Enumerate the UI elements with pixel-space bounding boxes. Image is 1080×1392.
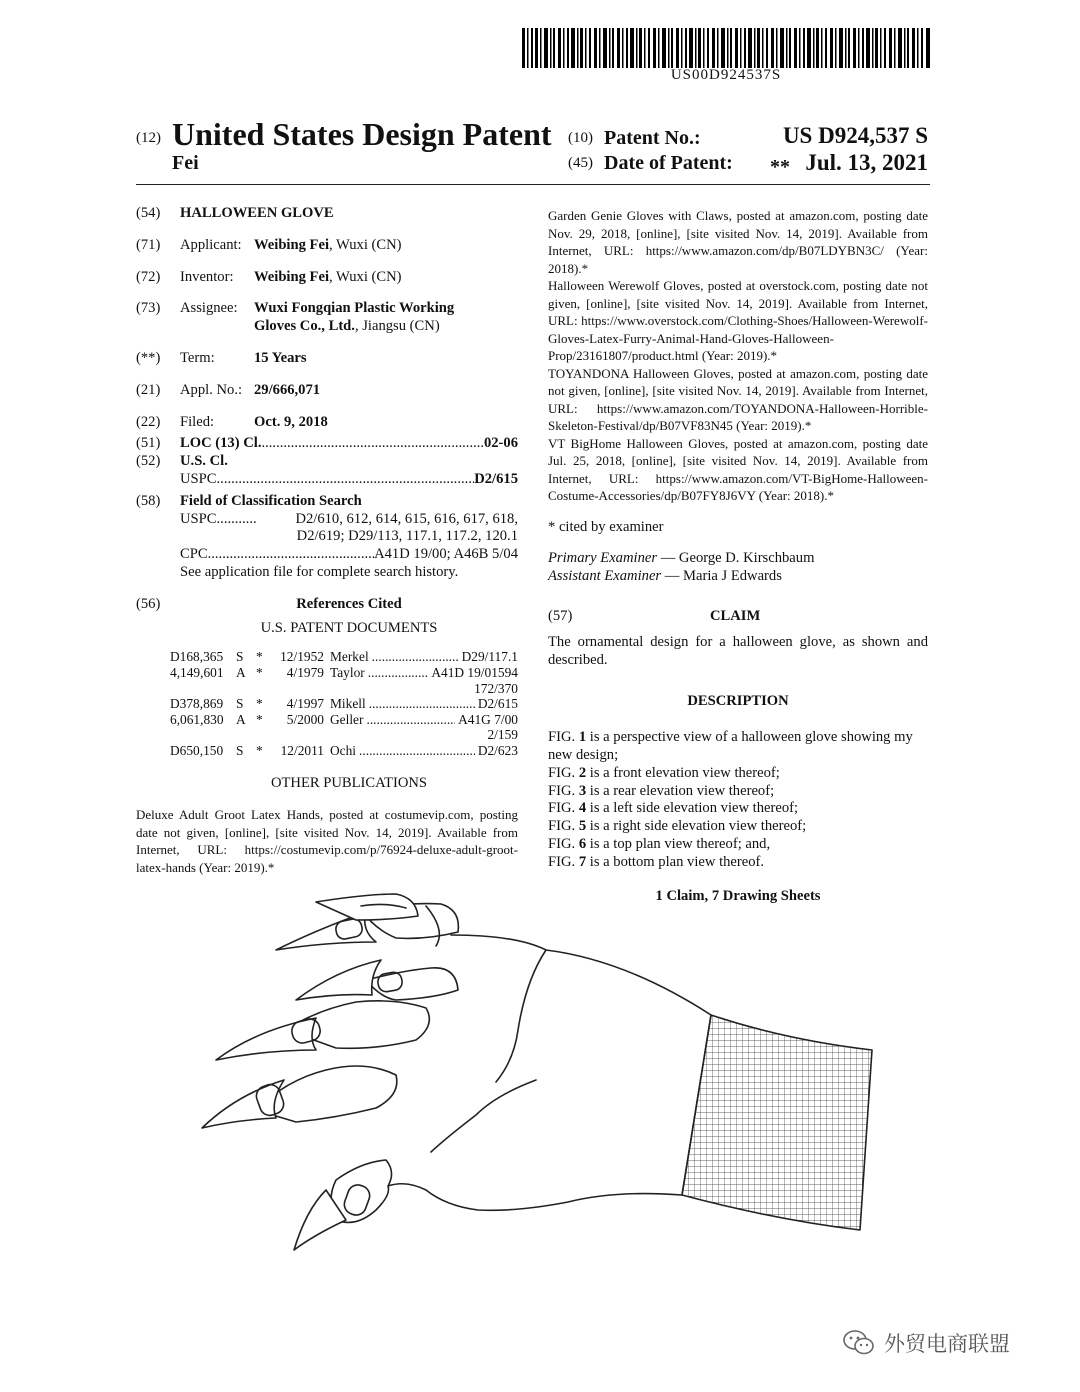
barcode-number: US00D924537S (670, 67, 782, 83)
reference-name: Mikell (330, 696, 366, 712)
patent-date: Jul. 13, 2021 (805, 150, 928, 175)
reference-date: 12/1952 (280, 649, 324, 665)
reference-date: 4/1979 (286, 664, 324, 680)
field-code: (56) (136, 595, 161, 612)
search-uspc-label: USPC (180, 510, 217, 527)
wechat-icon (842, 1328, 876, 1358)
field-code: (71) (136, 236, 161, 253)
figure-text: is a perspective view of a halloween glove showing my new design; (548, 729, 913, 764)
figure-description (548, 729, 928, 765)
appl-no-value: 29/666,071 (254, 381, 321, 398)
search-uspc-value: D2/610, 612, 614, 615, 616, 617, 618, (295, 510, 518, 527)
description-heading: DESCRIPTION (687, 693, 789, 710)
leader-dots (369, 696, 475, 712)
glove-drawing (196, 890, 886, 1270)
reference-class: D29/117.1 (461, 649, 518, 665)
reference-list (170, 649, 518, 758)
claim-text: The ornamental design for a halloween glove, as shown and described. (548, 633, 928, 668)
field-term (136, 350, 518, 368)
reference-kind: S (236, 696, 244, 712)
appl-no-label: Appl. No.: (180, 381, 243, 398)
reference-row (170, 665, 518, 681)
claim-heading: CLAIM (710, 607, 761, 624)
figure-prefix: FIG. (548, 782, 576, 799)
field-73 (136, 300, 518, 336)
other-publications-heading: OTHER PUBLICATIONS (270, 774, 428, 791)
reference-number: D168,365 (170, 649, 224, 665)
loc-value: 02-06 (483, 435, 518, 452)
reference-date: 4/1997 (286, 696, 324, 712)
figure-prefix: FIG. (548, 853, 576, 870)
bibliographic-column (136, 205, 518, 876)
inventor-location: , Wuxi (CN) (329, 268, 402, 285)
publication-item: Halloween Werewolf Gloves, posted at overstock.com, posting date not given, [online], [site visited Nov. 14, 2019]. Available from Internet, URL: https://www.overstock.com/Clothing-Shoes/Halloween-Werewolf-Gloves-Latex-Furry-Animal-Hand-Gloves-Halloween-Prop/23161807/product.html (Year: 2019).* (548, 278, 928, 363)
code-45: (45) (568, 155, 593, 171)
field-22 (136, 414, 518, 432)
search-uspc-value-cont: D2/619; D29/113, 117.1, 117.2, 120.1 (296, 528, 518, 545)
figure-description (548, 765, 928, 783)
figure-prefix: FIG. (548, 800, 576, 817)
reference-name: Ochi (330, 742, 357, 758)
reference-row (170, 649, 518, 665)
figure-description (548, 854, 928, 872)
applicant-location: , Wuxi (CN) (329, 236, 402, 253)
date-marker: ** (770, 156, 790, 178)
field-54 (136, 205, 518, 223)
publication-item: VT BigHome Halloween Gloves, posted at amazon.com, posting date Jul. 25, 2018, [online], [site visited Nov. 14, 2019]. Available from Internet, URL: https://www.amazon.com/VT-BigHome-Halloween-Costume-Accessories/dp/B07FY8J6VY (Year: 2018).* (548, 435, 928, 503)
field-72 (136, 269, 518, 287)
field-code: (**) (136, 349, 161, 366)
search-history-note: See application file for complete search history. (180, 563, 459, 580)
reference-class: A41G 7/00 (458, 711, 518, 727)
code-10: (10) (568, 130, 593, 146)
publication-item: TOYANDONA Halloween Gloves, posted at amazon.com, posting date not given, [online], [site visited Nov. 14, 2019]. Available from Internet, URL: https://www.amazon.com/TOYANDONA-Halloween-Horrible-Skeleton-Festival/dp/B07VF83N45 (Year: 2019).* (548, 365, 928, 433)
field-code: (22) (136, 413, 161, 430)
patent-type-title: United States Design Patent (172, 116, 552, 152)
reference-star: * (256, 711, 263, 727)
figure-number: 4 (578, 800, 587, 817)
search-field-label: Field of Classification Search (180, 492, 362, 509)
figure-description (548, 783, 928, 801)
field-58 (136, 493, 518, 582)
reference-name: Merkel (330, 649, 369, 665)
us-patent-documents-heading: U.S. PATENT DOCUMENTS (260, 619, 438, 636)
publication-item: Deluxe Adult Groot Latex Hands, posted at costumevip.com, posting date not given, [online], [site visited Nov. 14, 2019]. Available from Internet, URL: https://costumevip.com/p/76924-deluxe-adult-groot-latex-hands (Year: 2019).* (136, 807, 518, 875)
term-value: 15 Years (254, 349, 307, 366)
assignee-label: Assignee: (180, 300, 238, 317)
figure-number: 7 (578, 853, 587, 870)
search-cpc-value: A41D 19/00; A46B 5/04 (374, 546, 518, 563)
figure-number: 6 (578, 836, 587, 853)
assistant-examiner-name: — Maria J Edwards (664, 568, 782, 585)
claim-heading-row (548, 608, 928, 628)
filed-label: Filed: (180, 413, 215, 430)
field-code: (58) (136, 492, 161, 509)
applicant-name: Weibing Fei (254, 236, 329, 253)
figure-number: 2 (578, 764, 587, 781)
field-code: (72) (136, 268, 161, 285)
figure-number: 5 (578, 818, 587, 835)
design-title: HALLOWEEN GLOVE (180, 205, 334, 221)
term-label: Term: (180, 349, 215, 366)
assignee-name-line1: Wuxi Fongqian Plastic Working (254, 300, 455, 317)
primary-examiner-label: Primary Examiner (548, 550, 658, 567)
reference-class-cont: 172/370 (474, 680, 518, 696)
leader-dots (261, 435, 483, 453)
us-cl-label: U.S. Cl. (180, 453, 228, 470)
field-code: (21) (136, 381, 161, 398)
field-code: (51) (136, 435, 161, 452)
right-column (548, 207, 928, 905)
figure-description (548, 800, 928, 818)
reference-star: * (256, 742, 263, 758)
claim-code: (57) (548, 607, 573, 624)
figure-prefix: FIG. (548, 764, 576, 781)
reference-row (170, 696, 518, 712)
field-code: (73) (136, 300, 161, 317)
uspc-value: D2/615 (474, 470, 518, 487)
field-52 (136, 453, 518, 489)
cited-by-examiner-note: * cited by examiner (548, 518, 664, 535)
figure-text: is a bottom plan view thereof. (586, 853, 765, 870)
figure-number: 3 (578, 782, 587, 799)
leader-dots (359, 743, 475, 759)
reference-kind: S (236, 649, 244, 665)
figure-text: is a right side elevation view thereof; (586, 818, 807, 835)
assignee-name-line2: Gloves Co., Ltd. (254, 318, 355, 335)
reference-number: D378,869 (170, 696, 224, 712)
reference-star: * (256, 649, 263, 665)
patent-number: US D924,537 S (782, 123, 928, 148)
claims-sheets-summary: 1 Claim, 7 Drawing Sheets (655, 887, 821, 904)
figure-description (548, 836, 928, 854)
field-71 (136, 237, 518, 255)
reference-number: 6,061,830 (170, 711, 224, 727)
applicant-label: Applicant: (180, 236, 242, 253)
barcode-image (522, 28, 930, 68)
header-divider (136, 184, 930, 185)
reference-kind: A (236, 711, 246, 727)
leader-dots (208, 546, 374, 564)
search-cpc-label: CPC (180, 546, 208, 563)
reference-class: A41D 19/01594 (431, 664, 518, 680)
filed-value: Oct. 9, 2018 (254, 413, 328, 430)
watermark-text: 外贸电商联盟 (884, 1332, 1010, 1356)
figure-list (548, 729, 928, 871)
reference-star: * (256, 696, 263, 712)
figure-number: 1 (578, 729, 587, 746)
figure-text: is a rear elevation view thereof; (586, 782, 775, 799)
assistant-examiner-label: Assistant Examiner (548, 568, 662, 585)
assignee-location: , Jiangsu (CN) (354, 318, 440, 335)
reference-date: 5/2000 (286, 711, 324, 727)
figure-text: is a left side elevation view thereof; (586, 800, 799, 817)
reference-class: D2/615 (477, 696, 518, 712)
reference-kind: A (236, 664, 246, 680)
leader-dots (217, 511, 257, 529)
leader-dots (217, 471, 475, 489)
publication-list (548, 207, 928, 505)
reference-name: Taylor (330, 664, 365, 680)
figure-text: is a top plan view thereof; and, (586, 836, 771, 853)
reference-number: 4,149,601 (170, 664, 224, 680)
reference-row (170, 743, 518, 759)
field-code: (54) (136, 205, 161, 221)
reference-star: * (256, 664, 263, 680)
uspc-label: USPC (180, 470, 217, 487)
header-inventor: Fei (172, 152, 199, 174)
field-21 (136, 382, 518, 400)
reference-class-cont: 2/159 (487, 727, 518, 743)
references-cited-label: References Cited (296, 595, 402, 612)
reference-number: D650,150 (170, 742, 224, 758)
code-12: (12) (136, 130, 161, 146)
leader-dots (372, 649, 459, 665)
field-51 (136, 435, 518, 453)
reference-row (170, 712, 518, 728)
figure-prefix: FIG. (548, 729, 576, 746)
reference-kind: S (236, 742, 244, 758)
loc-label: LOC (13) Cl. (180, 435, 262, 452)
leader-dots (368, 665, 429, 681)
patent-no-label: Patent No.: (604, 127, 701, 149)
primary-examiner-name: — George D. Kirschbaum (660, 550, 815, 567)
publication-item: Garden Genie Gloves with Claws, posted at amazon.com, posting date Nov. 29, 2018, [online], [site visited Nov. 14, 2019]. Available from Internet, URL: https://www.amazon.com/dp/B07LDYBN3C/ (Year: 2018).* (548, 208, 928, 276)
reference-class: D2/623 (477, 742, 518, 758)
reference-name: Geller (330, 711, 364, 727)
figure-prefix: FIG. (548, 818, 576, 835)
reference-date: 12/2011 (280, 742, 324, 758)
field-code: (52) (136, 453, 161, 470)
figure-text: is a front elevation view thereof; (586, 764, 780, 781)
figure-prefix: FIG. (548, 836, 576, 853)
inventor-label: Inventor: (180, 268, 234, 285)
field-56 (136, 596, 518, 614)
figure-description (548, 818, 928, 836)
inventor-name: Weibing Fei (254, 268, 329, 285)
date-label: Date of Patent: (604, 152, 733, 174)
watermark (842, 1328, 1010, 1358)
leader-dots (366, 712, 455, 728)
